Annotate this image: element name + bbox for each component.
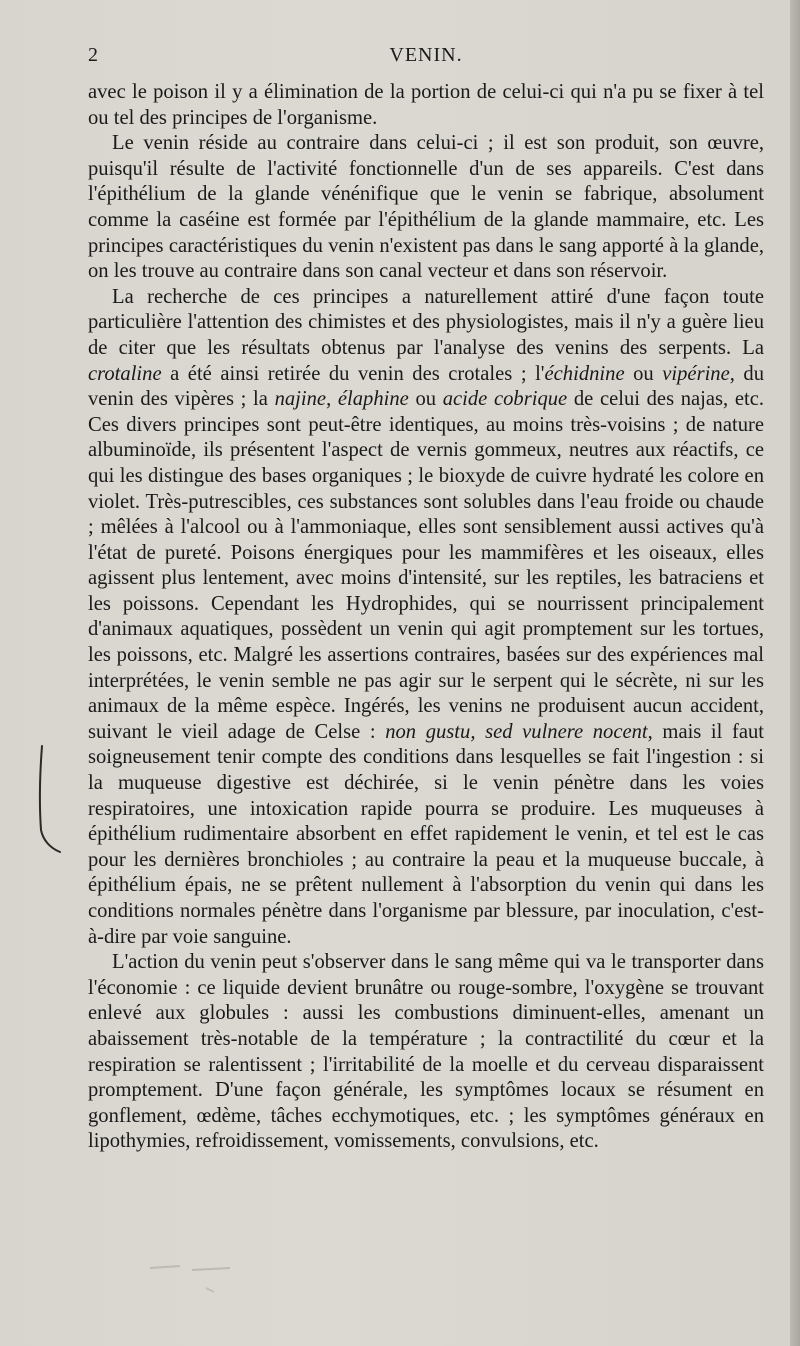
term-viperine: vipérine [662,362,730,385]
text-run: ou [408,388,443,411]
running-head [88,44,764,74]
page-edge-shadow [790,0,800,1346]
margin-pencil-mark [34,742,64,854]
page-number: 2 [88,44,98,66]
text-run: , mais il faut soigneusement tenir compte des conditions dans lesquelles se fait l'ingestion : si la muqueuse digestive est déchirée, si le venin pénètre dans les voies respiratoires, une intoxication rapide pourra se produire. Les muqueuses à épithélium rudimentaire absorbent en effet rapidement le venin, et tel est le cas pour les dernières bronchioles ; au contraire la peau et la muqueuse buccale, à épithélium épais, ne se prêtent nullement à l'absorption du venin qui dans les conditions normales pénètre dans l'organisme par blessure, par inoculation, c'est-à-dire par voie sanguine. [88,720,765,948]
paragraph-3 [88,285,764,950]
text-run: de celui des najas, etc. Ces divers principes sont peut-être identiques, au moins très-voisins ; de nature albuminoïde, ils présentent l'aspect de vernis gommeux, neutres aux réactifs, ce qui les distingue des bases organiques ; le bioxyde de cuivre hydraté les colore en violet. Très-putrescibles, ces substances sont solubles dans l'eau froide ou chaude ; mêlées à l'alcool ou à l'ammoniaque, elles sont sensiblement aussi actives qu'à l'état de pureté. Poisons énergiques pour les mammifères et les oiseaux, elles agissent plus lentement, avec moins d'intensité, sur les reptiles, les batraciens et les poissons. Cependant les Hydrophides, qui se nourrissent principalement d'animaux aquatiques, possèdent un venin qui agit promptement sur les tortues, les poissons, etc. Malgré les assertions contraires, basées sur des expériences mal interprétées, le venin semble ne pas agir sur le serpent qui le sécrète, ni sur les animaux de la même espèce. Ingérés, les venins ne produisent aucun accident, suivant le vieil adage de Celse : [88,388,765,743]
text-run: a été ainsi retirée du venin des crotales ; l' [161,362,545,385]
term-acide-cobrique: acide cobrique [442,388,568,411]
latin-quote: non gustu, sed vulnere nocent [385,720,648,743]
paragraph-4: L'action du venin peut s'observer dans le sang même qui va le transporter dans l'économie : ce liquide devient brunâtre ou rouge-sombre, l'oxygène se trouvant enlevé aux globules : aussi les combustions diminuent-elles, amenant un abaissement très-notable de la température ; la contractilité du cœur et la respiration se ralentissent ; l'irritabilité de la moelle et du cerveau disparaissent promptement. D'une façon générale, les symptômes locaux se résument en gonflement, œdème, tâches ecchymotiques, etc. ; les symptômes généraux en lipothymies, refroidissement, vomissements, convulsions, etc. [88,951,764,1153]
text-run: , du venin des vipères ; la [88,362,765,411]
term-elaphine: élaphine [337,388,409,411]
running-title: VENIN. [389,44,463,66]
text-run: ou [624,362,663,385]
paragraph-2: Le venin réside au contraire dans celui-ci ; il est son produit, son œuvre, puisqu'il résulte de l'activité fonctionnelle d'un de ses appareils. C'est dans l'épithélium de la glande vénénifique que le venin se fabrique, absolument comme la caséine est formée par l'épithélium de la glande mammaire, etc. Les principes caractéristiques du venin n'existent pas dans le sang apporté à la glande, on les trouve au contraire dans son canal vecteur et dans son réservoir. [88,132,764,283]
term-najine: najine [274,388,327,411]
bleed-through-marks [140,1258,260,1298]
text-run: La recherche de ces principes a naturellement attiré d'une façon toute particulière l'attention des chimistes et des physiologistes, mais il n'y a guère lieu de citer que les résultats obtenus par l'analyse des venins des serpents. La [88,285,764,359]
body-text [88,80,764,1155]
term-crotaline: crotaline [88,362,162,385]
paragraph-1: avec le poison il y a élimination de la portion de celui-ci qui n'a pu se fixer à tel ou tel des principes de l'organisme. [88,81,764,129]
text-run: , [326,388,338,411]
term-echidnine: échidnine [544,362,625,385]
